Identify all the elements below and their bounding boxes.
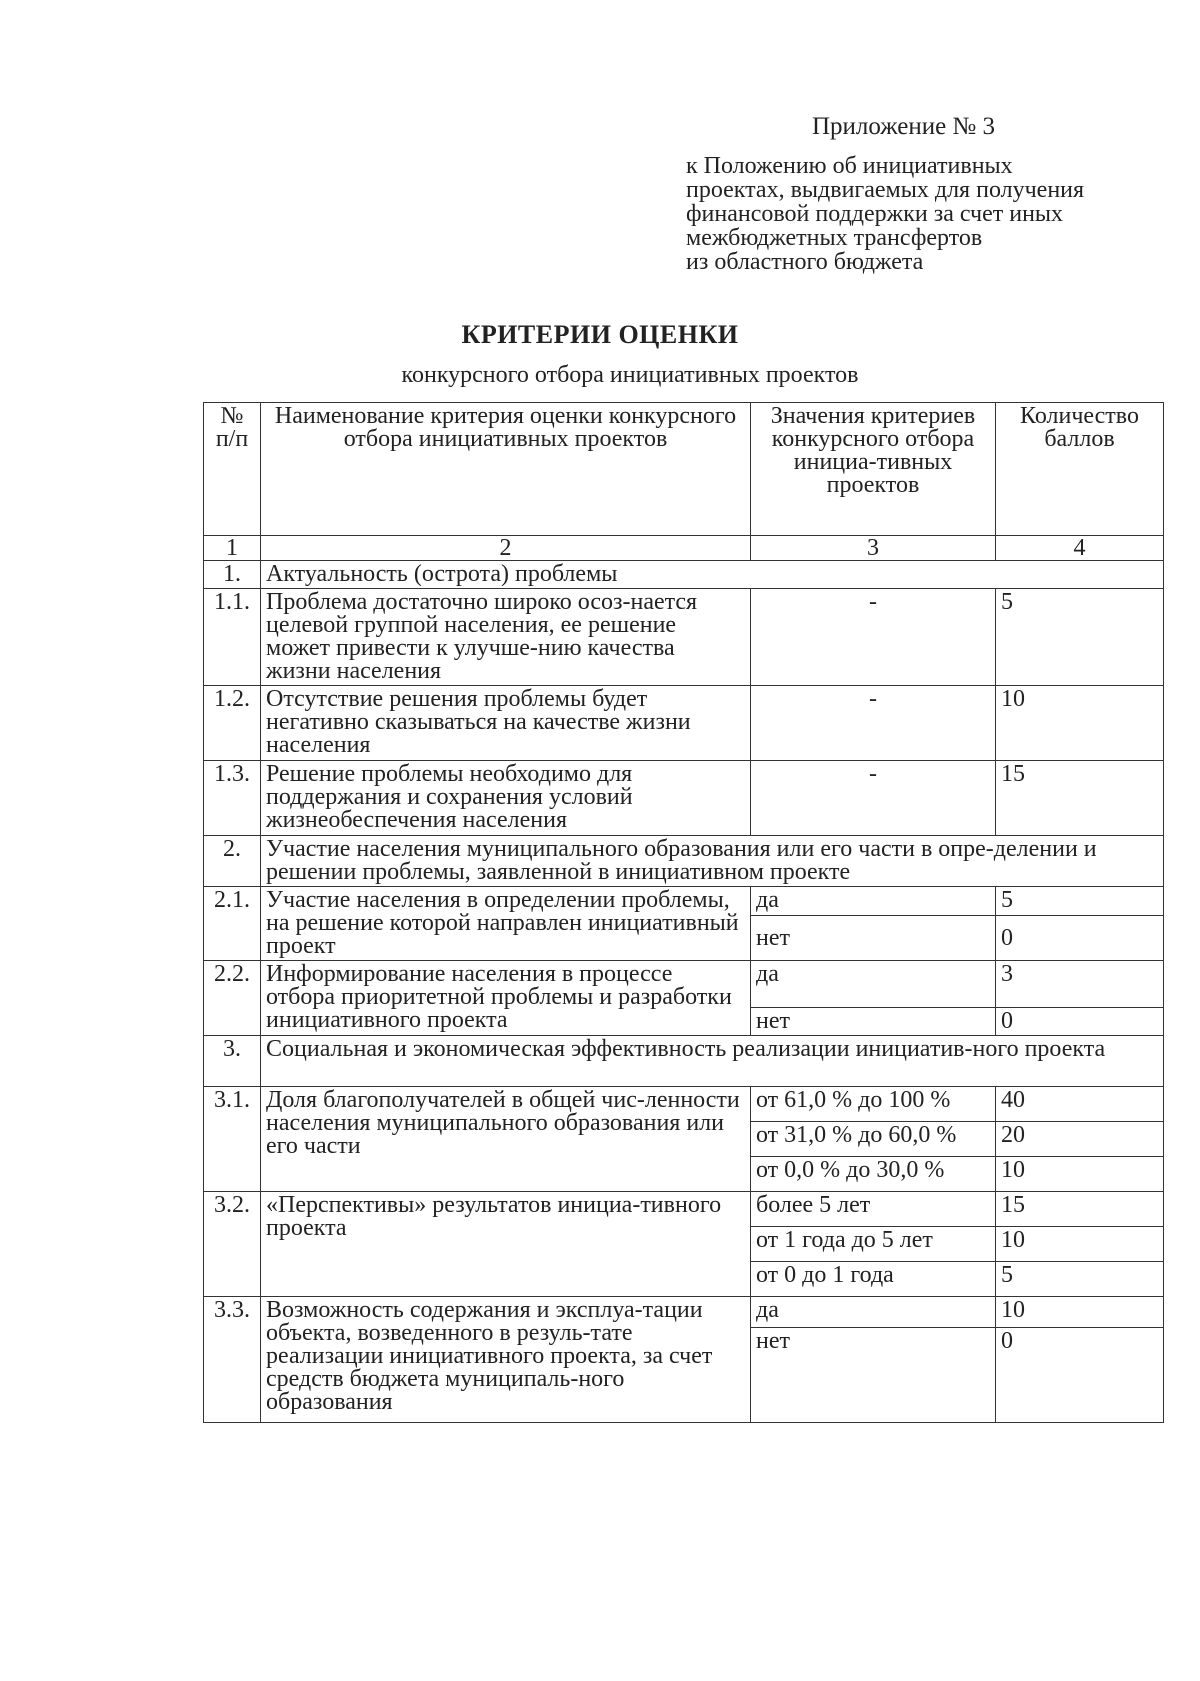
table-row xyxy=(204,961,1164,1008)
item-num: 3.2. xyxy=(204,1192,261,1297)
item-name: Отсутствие решения проблемы будет негативно сказываться на качестве жизни населения xyxy=(261,686,751,761)
column-number: 2 xyxy=(261,536,751,561)
item-num: 3.1. xyxy=(204,1087,261,1192)
item-value: от 31,0 % до 60,0 % xyxy=(751,1122,996,1157)
item-value: да xyxy=(751,961,996,1008)
item-points: 0 xyxy=(996,1008,1164,1036)
header-row xyxy=(204,403,1164,536)
header-num: № п/п xyxy=(204,403,261,536)
section-title: Социальная и экономическая эффективность реализации инициатив-ного проекта xyxy=(261,1036,1164,1087)
item-num: 2.1. xyxy=(204,887,261,961)
item-points: 10 xyxy=(996,1157,1164,1192)
criteria-table xyxy=(203,402,1164,1423)
item-num: 1.2. xyxy=(204,686,261,761)
item-value: более 5 лет xyxy=(751,1192,996,1227)
table-row xyxy=(204,1297,1164,1328)
section-title: Актуальность (острота) проблемы xyxy=(261,561,1164,589)
item-value: нет xyxy=(751,916,996,961)
document-title: КРИТЕРИИ ОЦЕНКИ xyxy=(461,320,739,349)
item-points: 5 xyxy=(996,1262,1164,1297)
header-name: Наименование критерия оценки конкурсного отбора инициативных проектов xyxy=(261,403,751,536)
annex-reference-line: межбюджетных трансфертов xyxy=(686,225,983,251)
column-number: 3 xyxy=(751,536,996,561)
item-num: 1.3. xyxy=(204,761,261,836)
item-value: нет xyxy=(751,1328,996,1423)
item-points: 15 xyxy=(996,1192,1164,1227)
item-num: 3.3. xyxy=(204,1297,261,1423)
item-name: «Перспективы» результатов инициа-тивного проекта xyxy=(261,1192,751,1297)
header-values: Значения критериев конкурсного отбора инициа-тивных проектов xyxy=(751,403,996,536)
table-row xyxy=(204,761,1164,836)
annex-number: Приложение № 3 xyxy=(812,113,996,140)
item-value: да xyxy=(751,1297,996,1328)
item-name: Возможность содержания и эксплуа-тации объекта, возведенного в резуль-тате реализации инициативного проекта, за счет средств бюджета муниципаль-ного образования xyxy=(261,1297,751,1423)
item-value: от 0 до 1 года xyxy=(751,1262,996,1297)
column-number: 4 xyxy=(996,536,1164,561)
item-points: 5 xyxy=(996,887,1164,916)
item-value: от 1 года до 5 лет xyxy=(751,1227,996,1262)
item-points: 40 xyxy=(996,1087,1164,1122)
annex-reference-line: проектах, выдвигаемых для получения xyxy=(686,177,1085,203)
table-row xyxy=(204,887,1164,916)
item-points: 20 xyxy=(996,1122,1164,1157)
column-number-row xyxy=(204,536,1164,561)
item-num: 1.1. xyxy=(204,589,261,686)
section-row xyxy=(204,836,1164,887)
section-title: Участие населения муниципального образования или его части в опре-делении и решении проблемы, заявленной в инициативном проекте xyxy=(261,836,1164,887)
table-row xyxy=(204,686,1164,761)
item-value: - xyxy=(751,589,996,686)
item-points: 10 xyxy=(996,686,1164,761)
item-name: Проблема достаточно широко осоз-нается целевой группой населения, ее решение может привести к улучше-нию качества жизни населения xyxy=(261,589,751,686)
item-name: Доля благополучателей в общей чис-ленности населения муниципального образования или его части xyxy=(261,1087,751,1192)
section-num: 2. xyxy=(204,836,261,887)
item-points: 3 xyxy=(996,961,1164,1008)
item-points: 0 xyxy=(996,916,1164,961)
section-row xyxy=(204,561,1164,589)
annex-reference-line: из областного бюджета xyxy=(686,249,924,275)
item-points: 5 xyxy=(996,589,1164,686)
item-name: Участие населения в определении проблемы, на решение которой направлен инициативный проект xyxy=(261,887,751,961)
section-num: 1. xyxy=(204,561,261,589)
table-row xyxy=(204,1087,1164,1122)
header-points: Количество баллов xyxy=(996,403,1164,536)
annex-reference-line: финансовой поддержки за счет иных xyxy=(686,201,1064,227)
item-points: 0 xyxy=(996,1328,1164,1423)
item-value: от 61,0 % до 100 % xyxy=(751,1087,996,1122)
item-value: - xyxy=(751,761,996,836)
section-num: 3. xyxy=(204,1036,261,1087)
item-value: - xyxy=(751,686,996,761)
section-row xyxy=(204,1036,1164,1087)
item-value: да xyxy=(751,887,996,916)
item-points: 10 xyxy=(996,1297,1164,1328)
item-value: от 0,0 % до 30,0 % xyxy=(751,1157,996,1192)
annex-reference-line: к Положению об инициативных xyxy=(686,153,1013,179)
table-row xyxy=(204,1192,1164,1227)
item-name: Информирование населения в процессе отбора приоритетной проблемы и разработки инициативного проекта xyxy=(261,961,751,1036)
table-row xyxy=(204,589,1164,686)
item-value: нет xyxy=(751,1008,996,1036)
item-num: 2.2. xyxy=(204,961,261,1036)
item-points: 15 xyxy=(996,761,1164,836)
annex-reference xyxy=(686,154,1156,274)
item-points: 10 xyxy=(996,1227,1164,1262)
item-name: Решение проблемы необходимо для поддержания и сохранения условий жизнеобеспечения населения xyxy=(261,761,751,836)
document-subtitle: конкурсного отбора инициативных проектов xyxy=(401,362,859,388)
column-number: 1 xyxy=(204,536,261,561)
